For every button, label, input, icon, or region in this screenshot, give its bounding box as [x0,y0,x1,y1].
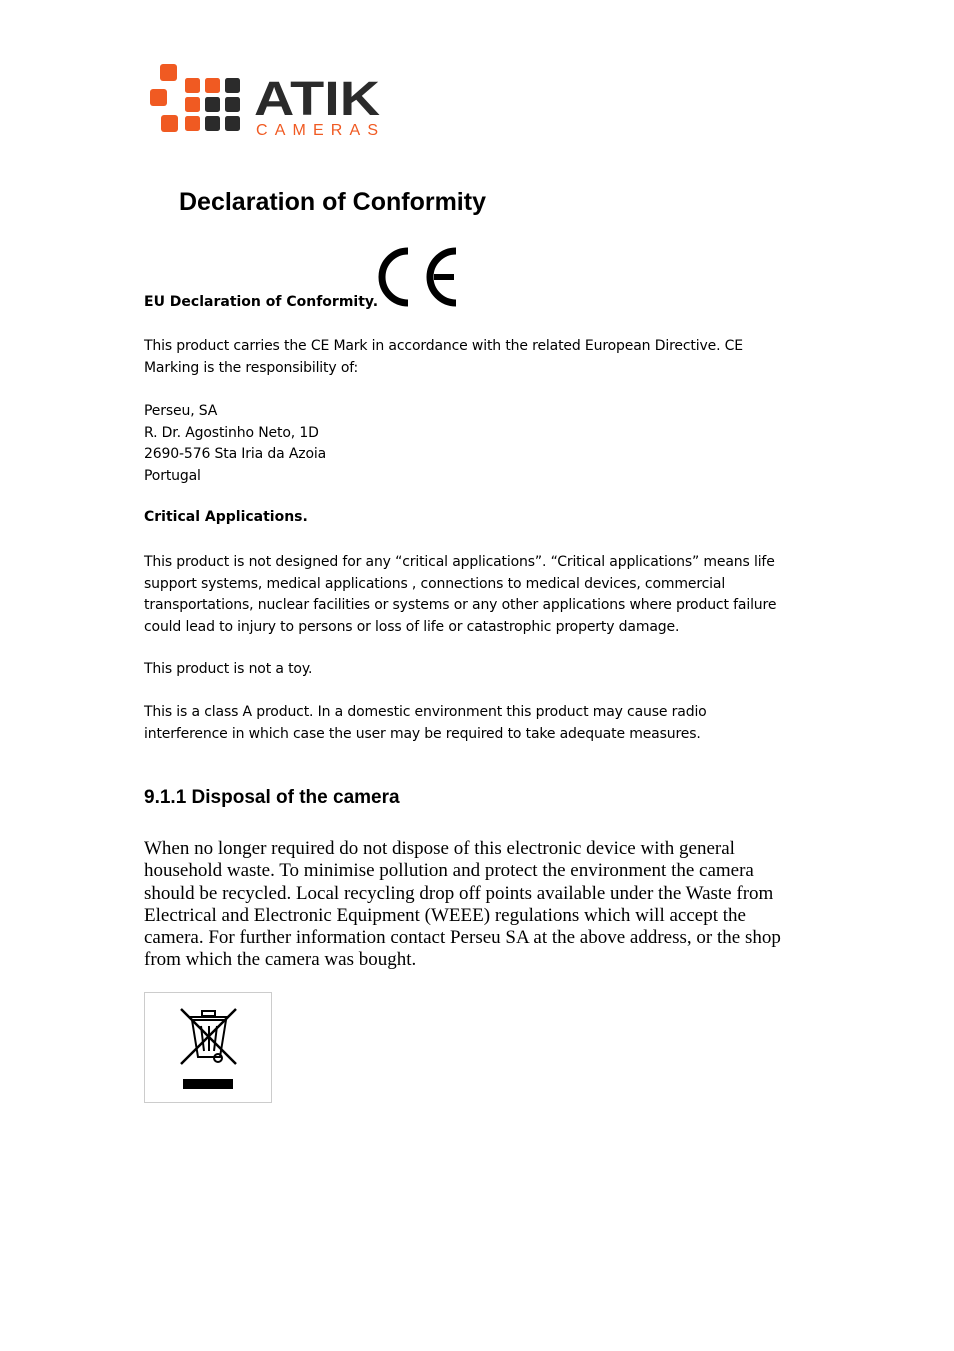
text-line: should be recycled. Local recycling drop off points available under the Waste from [144,882,774,904]
weee-symbol-box [144,992,272,1103]
address-line: R. Dr. Agostinho Neto, 1D [144,424,319,441]
text-line: interference in which case the user may be required to take adequate measures. [144,725,701,742]
text-line: Electrical and Electronic Equipment (WEEE) regulations which will accept the [144,904,746,926]
critical-applications-heading: Critical Applications. [144,509,308,525]
class-a-paragraph [144,702,824,745]
atik-cameras-logo [150,64,382,143]
critical-applications-paragraph [144,552,824,638]
text-line: This is a class A product. In a domestic environment this product may cause radio [144,704,707,720]
address-line: Perseu, SA [144,403,218,419]
address-line: 2690-576 Sta Iria da Azoia [144,446,327,463]
text-line: This product carries the CE Mark in accordance with the related European Directive. CE [144,338,743,354]
ce-intro-paragraph [144,336,824,379]
logo-sub: CAMERAS [256,122,378,138]
address-block [144,401,326,487]
text-line: from which the camera was bought. [144,949,417,971]
disposal-section-heading: 9.1.1 Disposal of the camera [144,787,400,808]
text-line: This product is not designed for any “critical applications”. “Critical applications” means life [144,554,775,570]
crossed-bin-icon [145,993,271,1102]
text-line: support systems, medical applications , connections to medical devices, commercial [144,575,726,592]
page-title: Declaration of Conformity [179,188,486,216]
text-line: camera. For further information contact Perseu SA at the above address, or the shop [144,927,781,949]
address-line: Portugal [144,467,201,484]
text-line: When no longer required do not dispose of this electronic device with general [144,838,735,859]
text-line: could lead to injury to persons or loss of life or catastrophic property damage. [144,618,680,635]
disposal-paragraph [144,838,824,972]
eu-declaration-label: EU Declaration of Conformity. [144,294,379,310]
ce-mark-icon [372,244,462,315]
not-a-toy-statement: This product is not a toy. [144,661,313,677]
text-line: household waste. To minimise pollution and protect the environment the camera [144,860,754,882]
logo-brand: ATIK [254,73,381,126]
text-line: transportations, nuclear facilities or systems or any other applications where product failure [144,597,777,614]
text-line: Marking is the responsibility of: [144,359,359,376]
